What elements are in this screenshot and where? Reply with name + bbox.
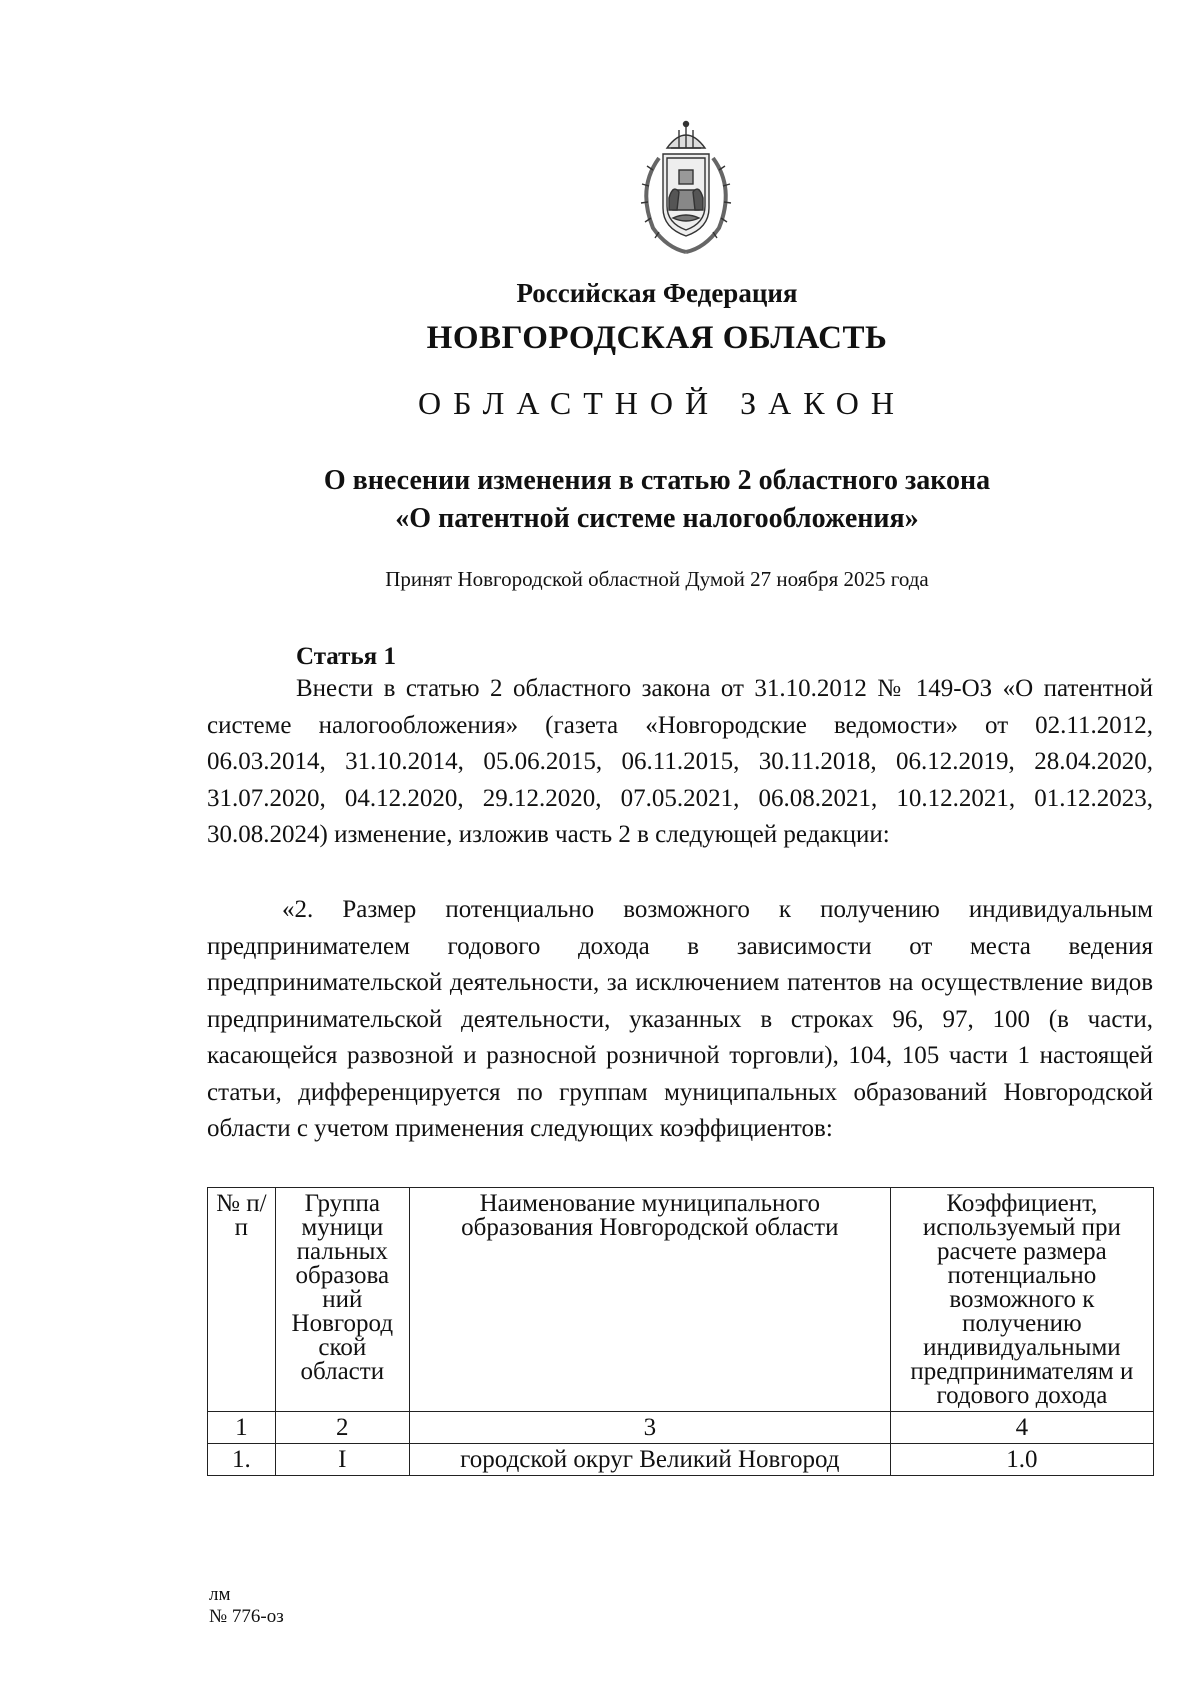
law-title: [57, 462, 1200, 538]
header-cell-coefficient: Коэффициент, используемый при расчете размера потенциально возможного к получению индивидуальными предпринимателям и годового дохода: [890, 1188, 1153, 1412]
law-title-line-2: «О патентной системе налогообложения»: [395, 503, 919, 534]
table-cell: городской округ Великий Новгород: [409, 1444, 890, 1476]
adoption-note: Принят Новгородской областной Думой 27 ноября 2025 года: [385, 567, 929, 591]
column-number-cell: 3: [409, 1412, 890, 1444]
footer-law-number: № 776-оз: [209, 1606, 284, 1627]
region-heading: НОВГОРОДСКАЯ ОБЛАСТЬ: [426, 320, 888, 356]
article-paragraph-2: «2. Размер потенциально возможного к получению индивидуальным предпринимателем годового дохода в зависимости от места ведения предпринимательской деятельности, за исключением патентов на осуществление видов предпринимательской деятельности, указанных в строках 96, 97, 100 (в части, касающейся развозной и разносной розничной торговли), 104, 105 части 1 настоящей статьи, дифференцируется по группам муниципальных образований Новгородской области с учетом применения следующих коэффициентов:: [207, 896, 1153, 1142]
country-heading: Российская Федерация: [516, 278, 798, 308]
law-title-line-1: О внесении изменения в статью 2 областного закона: [323, 465, 991, 496]
document-footer: [209, 1584, 284, 1628]
article-paragraph-1: Внести в статью 2 областного закона от 31.10.2012 № 149-ОЗ «О патентной системе налогообложения» (газета «Новгородские ведомости» от 02.11.2012, 06.03.2014, 31.10.2014, 05.06.2015, 06.11.2015, 30.11.2018, 06.12.2019, 28.04.2020, 31.07.2020, 04.12.2020, 29.12.2020, 07.05.2021, 06.08.2021, 10.12.2021, 01.12.2023, 30.08.2024) изменение, изложив часть 2 в следующей редакции:: [207, 675, 1153, 848]
column-number-cell: 4: [890, 1412, 1153, 1444]
coat-of-arms-icon: [623, 118, 749, 258]
document-type: ОБЛАСТНОЙ ЗАКОН: [417, 385, 907, 421]
table-cell: 1.: [208, 1444, 276, 1476]
column-number-cell: 2: [275, 1412, 409, 1444]
header-cell-group: Группа муници пальных образова ний Новгород ской области: [275, 1188, 409, 1412]
table-column-number-row: [208, 1412, 1154, 1444]
header-cell-number: № п/п: [208, 1188, 276, 1412]
table-cell: 1.0: [890, 1444, 1153, 1476]
header-cell-municipality: Наименование муниципального образования Новгородской области: [409, 1188, 890, 1412]
column-number-cell: 1: [208, 1412, 276, 1444]
coefficients-table: [207, 1187, 1154, 1476]
article-heading: Статья 1: [296, 643, 396, 670]
footer-initials: лм: [209, 1584, 231, 1605]
table-row: [208, 1444, 1154, 1476]
table-header-row: [208, 1188, 1154, 1412]
table-cell: I: [275, 1444, 409, 1476]
